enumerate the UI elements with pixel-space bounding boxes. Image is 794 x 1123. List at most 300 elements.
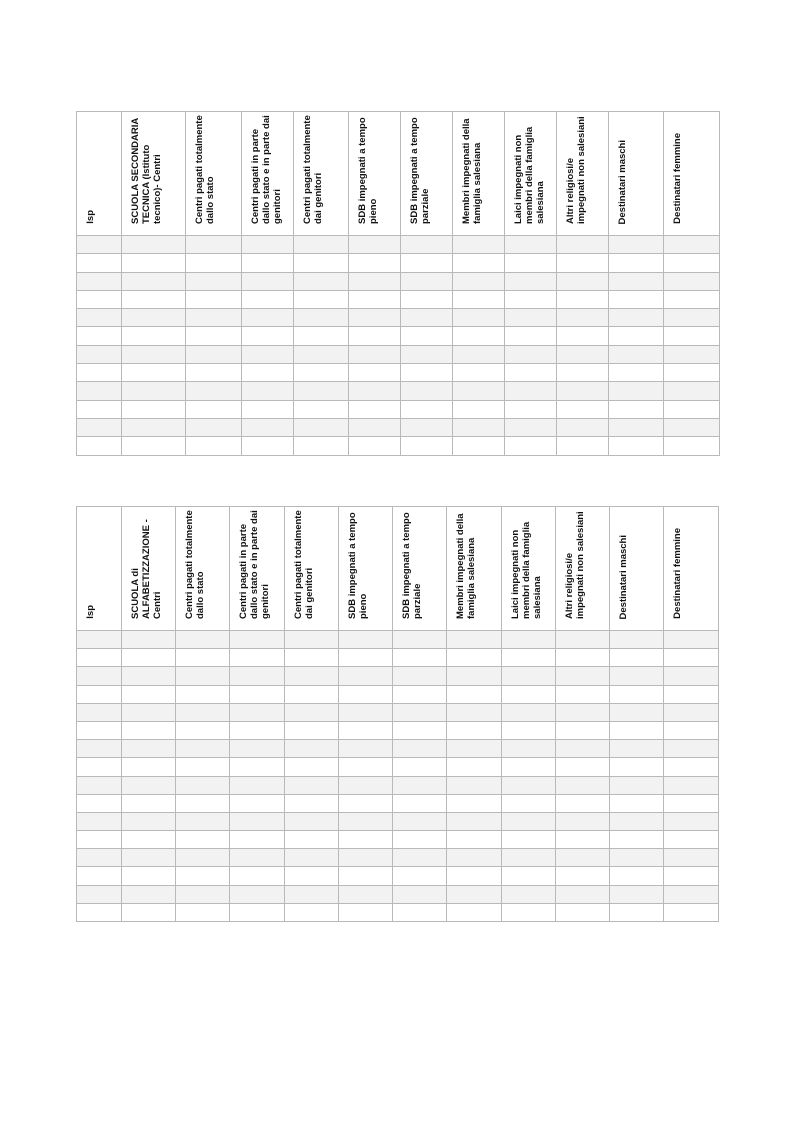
- table-cell[interactable]: [186, 437, 242, 455]
- table-cell[interactable]: [556, 776, 610, 794]
- table-cell[interactable]: [610, 667, 664, 685]
- table-cell[interactable]: [393, 831, 447, 849]
- table-cell[interactable]: [502, 831, 556, 849]
- table-cell[interactable]: [505, 364, 557, 382]
- table-cell[interactable]: [505, 400, 557, 418]
- table-cell[interactable]: [122, 254, 186, 272]
- table-cell[interactable]: [122, 364, 186, 382]
- table-cell[interactable]: [122, 703, 176, 721]
- table-cell[interactable]: [502, 794, 556, 812]
- table-cell[interactable]: [285, 812, 339, 830]
- table-cell[interactable]: [230, 794, 285, 812]
- table-cell[interactable]: [176, 721, 230, 739]
- table-cell[interactable]: [122, 867, 176, 885]
- table-cell[interactable]: [77, 685, 122, 703]
- table-cell[interactable]: [230, 703, 285, 721]
- table-cell[interactable]: [505, 236, 557, 254]
- table-cell[interactable]: [505, 254, 557, 272]
- table-cell[interactable]: [664, 345, 720, 363]
- table-cell[interactable]: [77, 400, 122, 418]
- table-cell[interactable]: [447, 885, 502, 903]
- table-cell[interactable]: [242, 254, 294, 272]
- table-cell[interactable]: [122, 903, 176, 921]
- table-cell[interactable]: [339, 794, 393, 812]
- table-cell[interactable]: [230, 649, 285, 667]
- table-cell[interactable]: [122, 400, 186, 418]
- table-cell[interactable]: [393, 631, 447, 649]
- table-cell[interactable]: [285, 667, 339, 685]
- table-cell[interactable]: [285, 649, 339, 667]
- table-cell[interactable]: [401, 327, 453, 345]
- table-cell[interactable]: [285, 903, 339, 921]
- table-cell[interactable]: [77, 776, 122, 794]
- table-cell[interactable]: [393, 667, 447, 685]
- table-cell[interactable]: [453, 327, 505, 345]
- table-cell[interactable]: [447, 703, 502, 721]
- table-cell[interactable]: [176, 831, 230, 849]
- table-cell[interactable]: [557, 345, 609, 363]
- table-cell[interactable]: [339, 776, 393, 794]
- table-cell[interactable]: [122, 758, 176, 776]
- table-cell[interactable]: [401, 418, 453, 436]
- table-cell[interactable]: [349, 327, 401, 345]
- table-cell[interactable]: [122, 437, 186, 455]
- table-cell[interactable]: [447, 831, 502, 849]
- table-cell[interactable]: [176, 794, 230, 812]
- table-cell[interactable]: [393, 758, 447, 776]
- table-cell[interactable]: [664, 667, 719, 685]
- table-cell[interactable]: [339, 740, 393, 758]
- table-cell[interactable]: [505, 309, 557, 327]
- table-cell[interactable]: [505, 345, 557, 363]
- table-cell[interactable]: [339, 849, 393, 867]
- table-cell[interactable]: [242, 272, 294, 290]
- table-cell[interactable]: [393, 740, 447, 758]
- table-cell[interactable]: [349, 382, 401, 400]
- table-cell[interactable]: [77, 703, 122, 721]
- table-cell[interactable]: [664, 437, 720, 455]
- table-cell[interactable]: [664, 685, 719, 703]
- table-cell[interactable]: [401, 364, 453, 382]
- table-cell[interactable]: [285, 758, 339, 776]
- table-cell[interactable]: [242, 382, 294, 400]
- table-cell[interactable]: [285, 721, 339, 739]
- table-cell[interactable]: [77, 437, 122, 455]
- table-cell[interactable]: [664, 885, 719, 903]
- table-cell[interactable]: [176, 776, 230, 794]
- table-cell[interactable]: [230, 667, 285, 685]
- table-cell[interactable]: [186, 418, 242, 436]
- table-cell[interactable]: [122, 272, 186, 290]
- table-cell[interactable]: [609, 327, 664, 345]
- table-cell[interactable]: [349, 272, 401, 290]
- table-cell[interactable]: [349, 400, 401, 418]
- table-cell[interactable]: [664, 327, 720, 345]
- table-cell[interactable]: [349, 437, 401, 455]
- table-cell[interactable]: [453, 290, 505, 308]
- table-cell[interactable]: [453, 437, 505, 455]
- table-cell[interactable]: [122, 794, 176, 812]
- table-cell[interactable]: [176, 903, 230, 921]
- table-cell[interactable]: [230, 776, 285, 794]
- table-cell[interactable]: [339, 812, 393, 830]
- table-cell[interactable]: [610, 812, 664, 830]
- table-cell[interactable]: [447, 667, 502, 685]
- table-cell[interactable]: [77, 849, 122, 867]
- table-cell[interactable]: [447, 740, 502, 758]
- table-cell[interactable]: [122, 290, 186, 308]
- table-cell[interactable]: [556, 885, 610, 903]
- table-cell[interactable]: [285, 740, 339, 758]
- table-cell[interactable]: [285, 885, 339, 903]
- table-cell[interactable]: [610, 794, 664, 812]
- table-cell[interactable]: [556, 812, 610, 830]
- table-cell[interactable]: [401, 382, 453, 400]
- table-cell[interactable]: [77, 885, 122, 903]
- table-cell[interactable]: [393, 903, 447, 921]
- table-cell[interactable]: [610, 703, 664, 721]
- table-cell[interactable]: [447, 685, 502, 703]
- table-cell[interactable]: [77, 418, 122, 436]
- table-cell[interactable]: [77, 740, 122, 758]
- table-cell[interactable]: [349, 290, 401, 308]
- table-cell[interactable]: [557, 309, 609, 327]
- table-cell[interactable]: [610, 776, 664, 794]
- table-cell[interactable]: [453, 382, 505, 400]
- table-cell[interactable]: [349, 254, 401, 272]
- table-cell[interactable]: [557, 236, 609, 254]
- table-cell[interactable]: [176, 667, 230, 685]
- table-cell[interactable]: [339, 867, 393, 885]
- table-cell[interactable]: [557, 418, 609, 436]
- table-cell[interactable]: [176, 867, 230, 885]
- table-cell[interactable]: [242, 345, 294, 363]
- table-cell[interactable]: [610, 885, 664, 903]
- table-cell[interactable]: [339, 685, 393, 703]
- table-cell[interactable]: [393, 849, 447, 867]
- table-cell[interactable]: [77, 327, 122, 345]
- table-cell[interactable]: [186, 400, 242, 418]
- table-cell[interactable]: [609, 254, 664, 272]
- table-cell[interactable]: [556, 649, 610, 667]
- table-cell[interactable]: [502, 649, 556, 667]
- table-cell[interactable]: [610, 758, 664, 776]
- table-cell[interactable]: [447, 903, 502, 921]
- table-cell[interactable]: [176, 649, 230, 667]
- table-cell[interactable]: [447, 849, 502, 867]
- table-cell[interactable]: [609, 400, 664, 418]
- table-cell[interactable]: [664, 776, 719, 794]
- table-cell[interactable]: [339, 703, 393, 721]
- table-cell[interactable]: [502, 867, 556, 885]
- table-cell[interactable]: [505, 290, 557, 308]
- table-cell[interactable]: [609, 272, 664, 290]
- table-cell[interactable]: [122, 849, 176, 867]
- table-cell[interactable]: [447, 649, 502, 667]
- table-cell[interactable]: [122, 345, 186, 363]
- table-cell[interactable]: [610, 721, 664, 739]
- table-cell[interactable]: [242, 400, 294, 418]
- table-cell[interactable]: [77, 721, 122, 739]
- table-cell[interactable]: [339, 758, 393, 776]
- table-cell[interactable]: [122, 327, 186, 345]
- table-cell[interactable]: [453, 364, 505, 382]
- table-cell[interactable]: [186, 236, 242, 254]
- table-cell[interactable]: [447, 776, 502, 794]
- table-cell[interactable]: [664, 254, 720, 272]
- table-cell[interactable]: [556, 758, 610, 776]
- table-cell[interactable]: [557, 382, 609, 400]
- table-cell[interactable]: [186, 272, 242, 290]
- table-cell[interactable]: [176, 631, 230, 649]
- table-cell[interactable]: [230, 885, 285, 903]
- table-cell[interactable]: [556, 631, 610, 649]
- table-cell[interactable]: [502, 812, 556, 830]
- table-cell[interactable]: [664, 382, 720, 400]
- table-cell[interactable]: [294, 290, 349, 308]
- table-cell[interactable]: [339, 831, 393, 849]
- table-cell[interactable]: [77, 812, 122, 830]
- table-cell[interactable]: [502, 685, 556, 703]
- table-cell[interactable]: [122, 382, 186, 400]
- table-cell[interactable]: [294, 364, 349, 382]
- table-cell[interactable]: [122, 831, 176, 849]
- table-cell[interactable]: [393, 812, 447, 830]
- table-cell[interactable]: [556, 740, 610, 758]
- table-cell[interactable]: [505, 327, 557, 345]
- table-cell[interactable]: [294, 309, 349, 327]
- table-cell[interactable]: [664, 703, 719, 721]
- table-cell[interactable]: [186, 290, 242, 308]
- table-cell[interactable]: [186, 254, 242, 272]
- table-cell[interactable]: [285, 776, 339, 794]
- table-cell[interactable]: [176, 758, 230, 776]
- table-cell[interactable]: [294, 418, 349, 436]
- table-cell[interactable]: [230, 903, 285, 921]
- table-cell[interactable]: [77, 345, 122, 363]
- table-cell[interactable]: [609, 290, 664, 308]
- table-cell[interactable]: [401, 437, 453, 455]
- table-cell[interactable]: [610, 649, 664, 667]
- table-cell[interactable]: [556, 903, 610, 921]
- table-cell[interactable]: [664, 631, 719, 649]
- table-cell[interactable]: [453, 254, 505, 272]
- table-cell[interactable]: [610, 631, 664, 649]
- table-cell[interactable]: [122, 885, 176, 903]
- table-cell[interactable]: [186, 327, 242, 345]
- table-cell[interactable]: [285, 831, 339, 849]
- table-cell[interactable]: [349, 345, 401, 363]
- table-cell[interactable]: [609, 309, 664, 327]
- table-cell[interactable]: [393, 885, 447, 903]
- table-cell[interactable]: [339, 885, 393, 903]
- table-cell[interactable]: [664, 364, 720, 382]
- table-cell[interactable]: [447, 631, 502, 649]
- table-cell[interactable]: [122, 667, 176, 685]
- table-cell[interactable]: [176, 703, 230, 721]
- table-cell[interactable]: [242, 437, 294, 455]
- table-cell[interactable]: [230, 849, 285, 867]
- table-cell[interactable]: [77, 667, 122, 685]
- table-cell[interactable]: [77, 309, 122, 327]
- table-cell[interactable]: [557, 437, 609, 455]
- table-cell[interactable]: [242, 290, 294, 308]
- table-cell[interactable]: [453, 236, 505, 254]
- table-cell[interactable]: [393, 685, 447, 703]
- table-cell[interactable]: [285, 849, 339, 867]
- table-cell[interactable]: [447, 867, 502, 885]
- table-cell[interactable]: [230, 721, 285, 739]
- table-cell[interactable]: [502, 885, 556, 903]
- table-cell[interactable]: [447, 721, 502, 739]
- table-cell[interactable]: [294, 400, 349, 418]
- table-cell[interactable]: [502, 849, 556, 867]
- table-cell[interactable]: [557, 272, 609, 290]
- table-cell[interactable]: [401, 309, 453, 327]
- table-cell[interactable]: [502, 703, 556, 721]
- table-cell[interactable]: [556, 867, 610, 885]
- table-cell[interactable]: [242, 418, 294, 436]
- table-cell[interactable]: [664, 309, 720, 327]
- table-cell[interactable]: [453, 345, 505, 363]
- table-cell[interactable]: [77, 867, 122, 885]
- table-cell[interactable]: [294, 345, 349, 363]
- table-cell[interactable]: [77, 364, 122, 382]
- table-cell[interactable]: [186, 345, 242, 363]
- table-cell[interactable]: [610, 903, 664, 921]
- table-cell[interactable]: [393, 776, 447, 794]
- table-cell[interactable]: [557, 290, 609, 308]
- table-cell[interactable]: [502, 758, 556, 776]
- table-cell[interactable]: [285, 794, 339, 812]
- table-cell[interactable]: [242, 309, 294, 327]
- table-cell[interactable]: [285, 685, 339, 703]
- table-cell[interactable]: [610, 740, 664, 758]
- table-cell[interactable]: [502, 903, 556, 921]
- table-cell[interactable]: [505, 272, 557, 290]
- table-cell[interactable]: [242, 236, 294, 254]
- table-cell[interactable]: [556, 721, 610, 739]
- table-cell[interactable]: [609, 345, 664, 363]
- table-cell[interactable]: [230, 740, 285, 758]
- table-cell[interactable]: [664, 867, 719, 885]
- table-cell[interactable]: [664, 849, 719, 867]
- table-cell[interactable]: [122, 418, 186, 436]
- table-cell[interactable]: [122, 649, 176, 667]
- table-cell[interactable]: [77, 649, 122, 667]
- table-cell[interactable]: [176, 740, 230, 758]
- table-cell[interactable]: [230, 867, 285, 885]
- table-cell[interactable]: [447, 794, 502, 812]
- table-cell[interactable]: [556, 667, 610, 685]
- table-cell[interactable]: [502, 667, 556, 685]
- table-cell[interactable]: [610, 849, 664, 867]
- table-cell[interactable]: [664, 740, 719, 758]
- table-cell[interactable]: [176, 812, 230, 830]
- table-cell[interactable]: [77, 631, 122, 649]
- table-cell[interactable]: [77, 382, 122, 400]
- table-cell[interactable]: [557, 400, 609, 418]
- table-cell[interactable]: [401, 345, 453, 363]
- table-cell[interactable]: [502, 721, 556, 739]
- table-cell[interactable]: [556, 685, 610, 703]
- table-cell[interactable]: [556, 831, 610, 849]
- table-cell[interactable]: [664, 903, 719, 921]
- table-cell[interactable]: [122, 740, 176, 758]
- table-cell[interactable]: [285, 631, 339, 649]
- table-cell[interactable]: [401, 290, 453, 308]
- table-cell[interactable]: [77, 272, 122, 290]
- table-cell[interactable]: [556, 849, 610, 867]
- table-cell[interactable]: [401, 272, 453, 290]
- table-cell[interactable]: [122, 685, 176, 703]
- table-cell[interactable]: [609, 437, 664, 455]
- table-cell[interactable]: [393, 794, 447, 812]
- table-cell[interactable]: [230, 812, 285, 830]
- table-cell[interactable]: [664, 758, 719, 776]
- table-cell[interactable]: [230, 685, 285, 703]
- table-cell[interactable]: [122, 776, 176, 794]
- table-cell[interactable]: [502, 776, 556, 794]
- table-cell[interactable]: [294, 327, 349, 345]
- table-cell[interactable]: [242, 364, 294, 382]
- table-cell[interactable]: [77, 831, 122, 849]
- table-cell[interactable]: [349, 364, 401, 382]
- table-cell[interactable]: [556, 794, 610, 812]
- table-cell[interactable]: [242, 327, 294, 345]
- table-cell[interactable]: [447, 812, 502, 830]
- table-cell[interactable]: [453, 309, 505, 327]
- table-cell[interactable]: [77, 794, 122, 812]
- table-cell[interactable]: [664, 236, 720, 254]
- table-cell[interactable]: [122, 309, 186, 327]
- table-cell[interactable]: [447, 758, 502, 776]
- table-cell[interactable]: [557, 327, 609, 345]
- table-cell[interactable]: [664, 400, 720, 418]
- table-cell[interactable]: [349, 236, 401, 254]
- table-cell[interactable]: [557, 254, 609, 272]
- table-cell[interactable]: [339, 649, 393, 667]
- table-cell[interactable]: [453, 418, 505, 436]
- table-cell[interactable]: [77, 903, 122, 921]
- table-cell[interactable]: [393, 721, 447, 739]
- table-cell[interactable]: [77, 236, 122, 254]
- table-cell[interactable]: [401, 236, 453, 254]
- table-cell[interactable]: [349, 309, 401, 327]
- table-cell[interactable]: [453, 272, 505, 290]
- table-cell[interactable]: [230, 758, 285, 776]
- table-cell[interactable]: [285, 703, 339, 721]
- table-cell[interactable]: [186, 364, 242, 382]
- table-cell[interactable]: [339, 721, 393, 739]
- table-cell[interactable]: [609, 236, 664, 254]
- table-cell[interactable]: [664, 794, 719, 812]
- table-cell[interactable]: [176, 885, 230, 903]
- table-cell[interactable]: [609, 364, 664, 382]
- table-cell[interactable]: [610, 685, 664, 703]
- table-cell[interactable]: [339, 667, 393, 685]
- table-cell[interactable]: [294, 254, 349, 272]
- table-cell[interactable]: [664, 721, 719, 739]
- table-cell[interactable]: [557, 364, 609, 382]
- table-cell[interactable]: [186, 382, 242, 400]
- table-cell[interactable]: [294, 437, 349, 455]
- table-cell[interactable]: [230, 631, 285, 649]
- table-cell[interactable]: [610, 867, 664, 885]
- table-cell[interactable]: [401, 254, 453, 272]
- table-cell[interactable]: [393, 867, 447, 885]
- table-cell[interactable]: [176, 685, 230, 703]
